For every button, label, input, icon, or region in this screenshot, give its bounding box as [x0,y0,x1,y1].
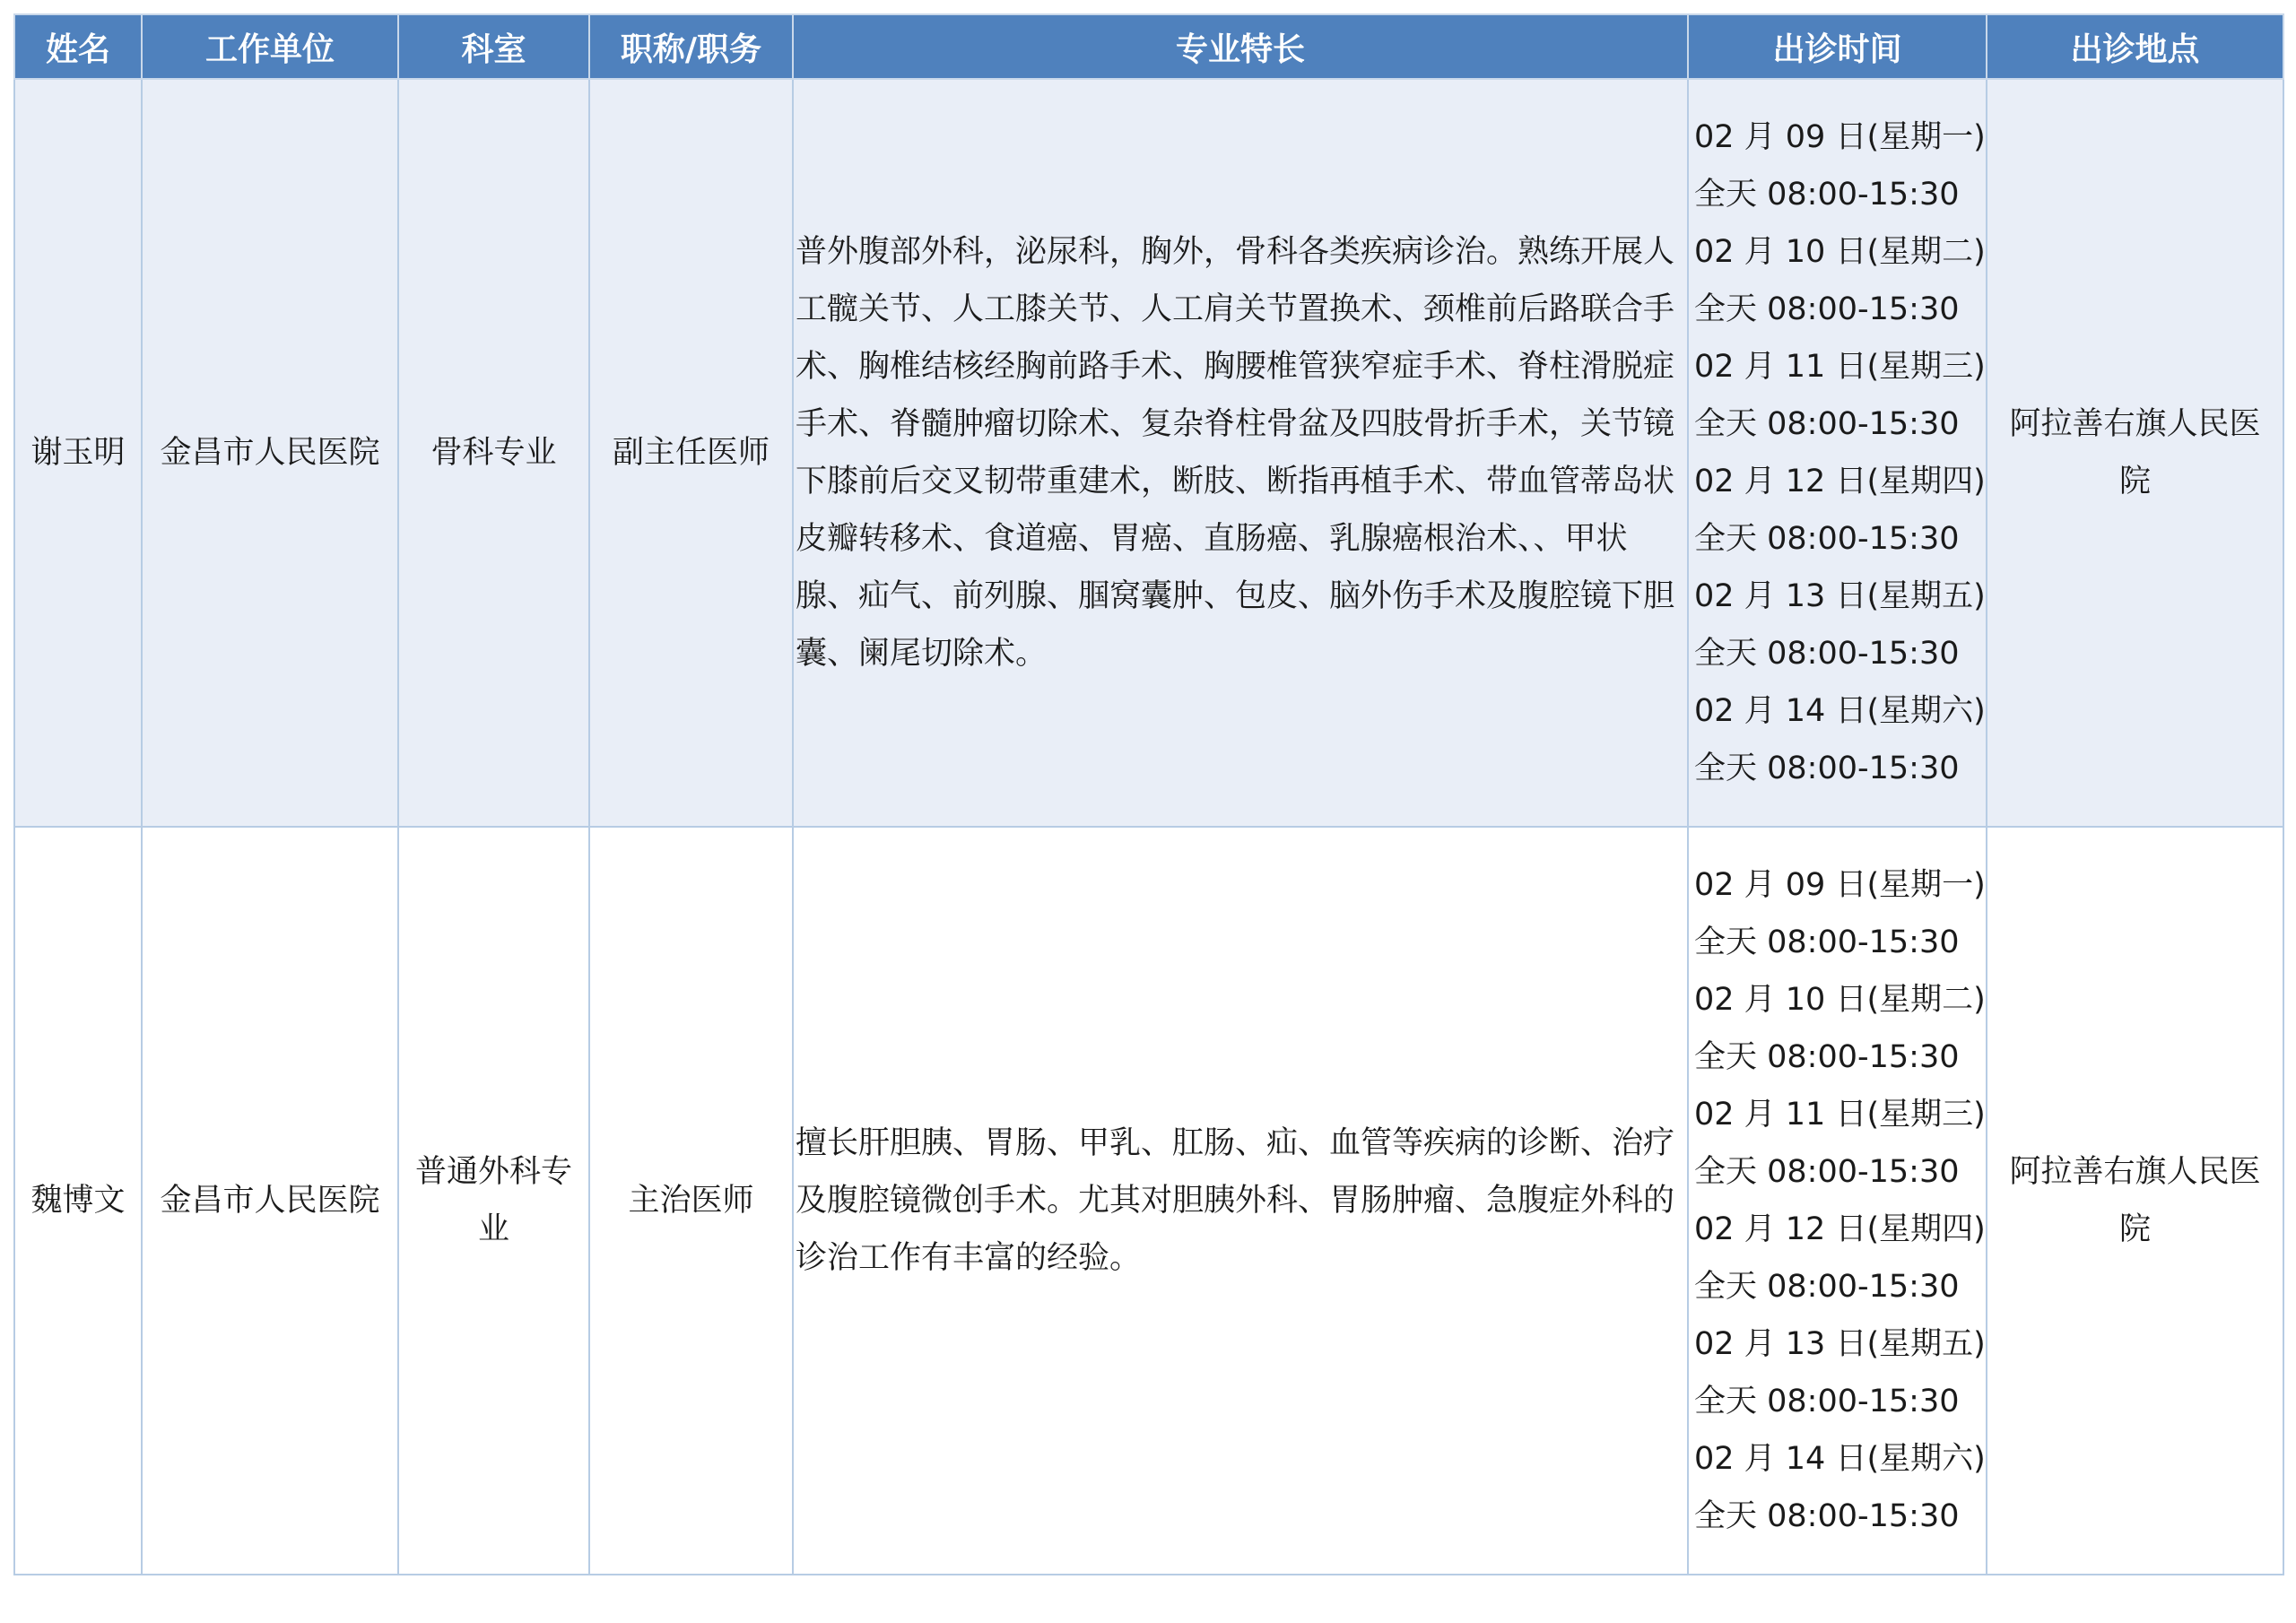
time-line: 全天 08:00-15:30 [1694,291,1960,327]
time-line: 02 月 14 日(星期六) [1694,1441,1986,1477]
time-line: 全天 08:00-15:30 [1694,751,1960,786]
table-row [14,827,2283,1575]
header-unit: 工作单位 [142,14,398,79]
time-line: 02 月 09 日(星期一) [1694,119,1986,155]
cell-specialty: 擅长肝胆胰、胃肠、甲乳、肛肠、疝、血管等疾病的诊断、治疗及腹腔镜微创手术。尤其对胆胰外科、胃肠肿瘤、急腹症外科的诊治工作有丰富的经验。 [793,827,1688,1575]
header-name: 姓名 [14,14,142,79]
cell-time [1688,827,1987,1575]
time-line: 02 月 11 日(星期三) [1694,1097,1986,1133]
header-specialty: 专业特长 [793,14,1688,79]
time-line: 全天 08:00-15:30 [1694,1269,1960,1305]
cell-specialty: 普外腹部外科，泌尿科，胸外，骨科各类疾病诊治。熟练开展人工髋关节、人工膝关节、人工肩关节置换术、颈椎前后路联合手术、胸椎结核经胸前路手术、胸腰椎管狭窄症手术、脊柱滑脱症手术、脊髓肿瘤切除术、复杂脊柱骨盆及四肢骨折手术，关节镜下膝前后交叉韧带重建术，断肢、断指再植手术、带血管蒂岛状皮瓣转移术、食道癌、胃癌、直肠癌、乳腺癌根治术、、甲状腺、疝气、前列腺、腘窝囊肿、包皮、脑外伤手术及腹腔镜下胆囊、阑尾切除术。 [793,79,1688,827]
time-line: 全天 08:00-15:30 [1694,521,1960,557]
cell-time [1688,79,1987,827]
cell-unit: 金昌市人民医院 [142,79,398,827]
cell-name: 谢玉明 [14,79,142,827]
time-line: 02 月 13 日(星期五) [1694,578,1986,614]
time-line: 全天 08:00-15:30 [1694,1384,1960,1419]
cell-dept: 骨科专业 [398,79,589,827]
table-header-row [14,14,2283,79]
table-row [14,79,2283,827]
time-line: 02 月 09 日(星期一) [1694,867,1986,903]
cell-location: 阿拉善右旗人民医院 [1987,79,2283,827]
time-line: 02 月 10 日(星期二) [1694,234,1986,270]
time-line: 02 月 11 日(星期三) [1694,349,1986,385]
time-line: 全天 08:00-15:30 [1694,636,1960,672]
cell-title: 主治医师 [589,827,793,1575]
time-line: 02 月 14 日(星期六) [1694,693,1986,729]
time-line: 全天 08:00-15:30 [1694,1498,1960,1534]
time-line: 全天 08:00-15:30 [1694,924,1960,960]
header-time: 出诊时间 [1688,14,1987,79]
cell-dept: 普通外科专业 [398,827,589,1575]
time-line: 02 月 12 日(星期四) [1694,464,1986,499]
header-location: 出诊地点 [1987,14,2283,79]
header-dept: 科室 [398,14,589,79]
time-line: 02 月 13 日(星期五) [1694,1326,1986,1362]
time-line: 全天 08:00-15:30 [1694,177,1960,213]
time-line: 全天 08:00-15:30 [1694,1154,1960,1190]
doctor-schedule-table [13,13,2284,1575]
cell-location: 阿拉善右旗人民医院 [1987,827,2283,1575]
cell-name: 魏博文 [14,827,142,1575]
cell-title: 副主任医师 [589,79,793,827]
header-title: 职称/职务 [589,14,793,79]
time-line: 02 月 10 日(星期二) [1694,982,1986,1018]
cell-unit: 金昌市人民医院 [142,827,398,1575]
time-line: 全天 08:00-15:30 [1694,406,1960,442]
time-line: 02 月 12 日(星期四) [1694,1211,1986,1247]
time-line: 全天 08:00-15:30 [1694,1039,1960,1075]
